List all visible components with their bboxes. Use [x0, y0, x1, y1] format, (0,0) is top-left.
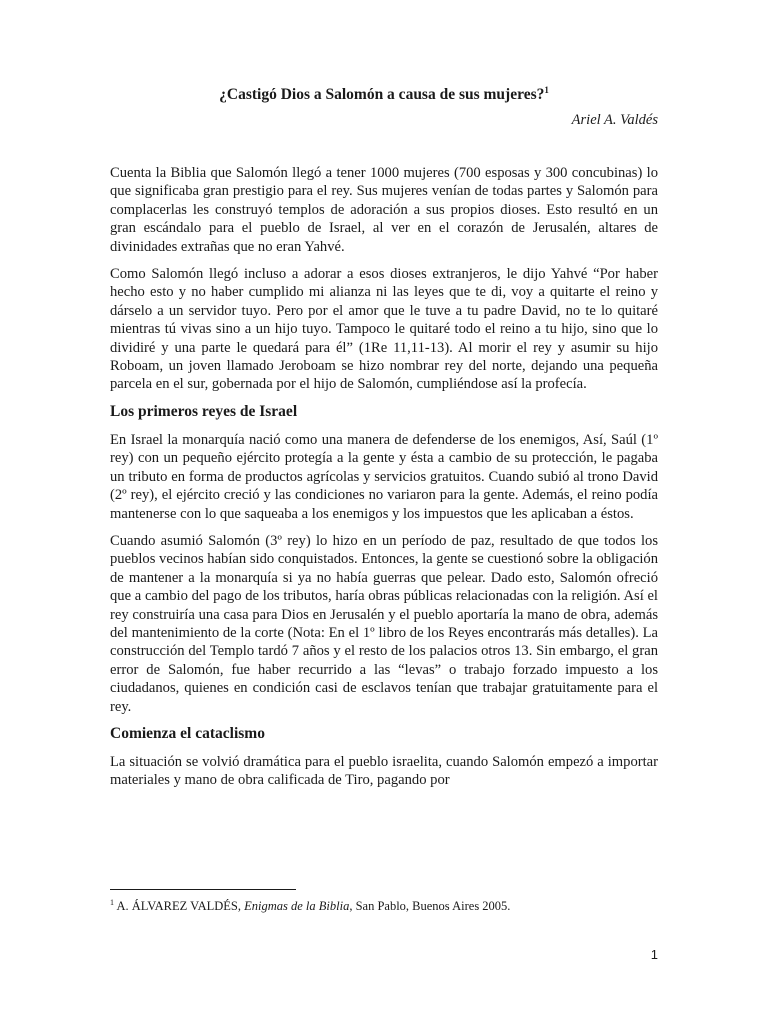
paragraph-1: Cuenta la Biblia que Salomón llegó a tener 1000 mujeres (700 esposas y 300 concubinas) lo que significaba gran prestigio para el rey. Sus mujeres venían de todas partes y Salomón para complacerlas les construyó templos de adoración a sus propios dioses. Esto resultó en un gran escándalo para el pueblo de Israel, al ver en el corazón de Jerusalén, altares de divinidades extrañas que no eran Yahvé.: [110, 165, 658, 255]
paragraph-5: La situación se volvió dramática para el pueblo israelita, cuando Salomón empezó a importar materiales y mano de obra calificada de Tiro, pagando por: [110, 753, 658, 789]
footnote-mark: 1: [110, 898, 114, 907]
section-heading-primeros-reyes: Los primeros reyes de Israel: [110, 402, 298, 420]
title-text: ¿Castigó Dios a Salomón a causa de sus mujeres?: [219, 86, 545, 103]
footnote: [110, 898, 670, 914]
document-body: [110, 164, 658, 799]
section-heading-cataclismo: Comienza el cataclismo: [110, 724, 265, 742]
title-footnote-mark: 1: [544, 84, 549, 95]
footnote-publisher: , San Pablo, Buenos Aires 2005.: [349, 899, 511, 914]
footnote-separator: [110, 889, 296, 890]
page-number: 1: [650, 947, 658, 962]
document-title: [110, 86, 658, 104]
paragraph-3: En Israel la monarquía nació como una manera de defenderse de los enemigos, Así, Saúl (1º rey) con un pequeño ejército protegía a la gente y ésta a cambio de su protección, le pagaba un tributo en forma de productos agrícolas y servicios gratuitos. Cuando subió al trono David (2º rey), el ejército creció y las condiciones no variaron para la gente. Además, el reino podía mantenerse con lo que saqueaba a los enemigos y los impuestos que les aplicaban a éstos.: [110, 431, 658, 522]
author-name: Ariel A. Valdés: [571, 112, 658, 128]
paragraph-4: Cuando asumió Salomón (3º rey) lo hizo en un período de paz, resultado de que todos los pueblos vecinos habían sido conquistados. Entonces, la gente se cuestionó sobre la obligación de mantener a la monarquía si ya no había guerras que pelear. Dado esto, Salomón ofreció que a cambio del pago de los tributos, haría obras públicas relacionadas con la religión. Así el rey construiría una casa para Dios en Jerusalén y el pueblo aportaría la mano de obra, además del mantenimiento de la corte (Nota: En el 1º libro de los Reyes encontrarás más detalles). La construcción del Templo tardó 7 años y el resto de los palacios otros 13. Sin embargo, el gran error de Salomón, fue haber recurrido a las “levas” o trabajo forzado impuesto a los ciudadanos, quienes en condición casi de esclavos tenían que trabajar gratuitamente para el rey.: [110, 532, 658, 715]
paragraph-2: Como Salomón llegó incluso a adorar a esos dioses extranjeros, le dijo Yahvé “Por haber hecho esto y no haber cumplido mi alianza ni las leyes que te di, voy a quitarte el reino y dárselo a un servidor tuyo. Pero por el amor que le tuve a tu padre David, no te lo quitaré mientras tú vivas sino a un hijo tuyo. Tampoco le quitaré todo el reino a tu hijo, sino que lo dividiré y una parte le quedará para él” (1Re 11,11-13). Al morir el rey y asumir su hijo Roboam, un joven llamado Jeroboam se hizo nombrar rey del norte, dejando una pequeña parcela en el sur, gobernada por el hijo de Salomón, cumpliéndose así la profecía.: [110, 266, 658, 393]
footnote-author: A. ÁLVAREZ VALDÉS,: [116, 899, 241, 914]
footnote-book-title: Enigmas de la Biblia: [244, 899, 350, 914]
